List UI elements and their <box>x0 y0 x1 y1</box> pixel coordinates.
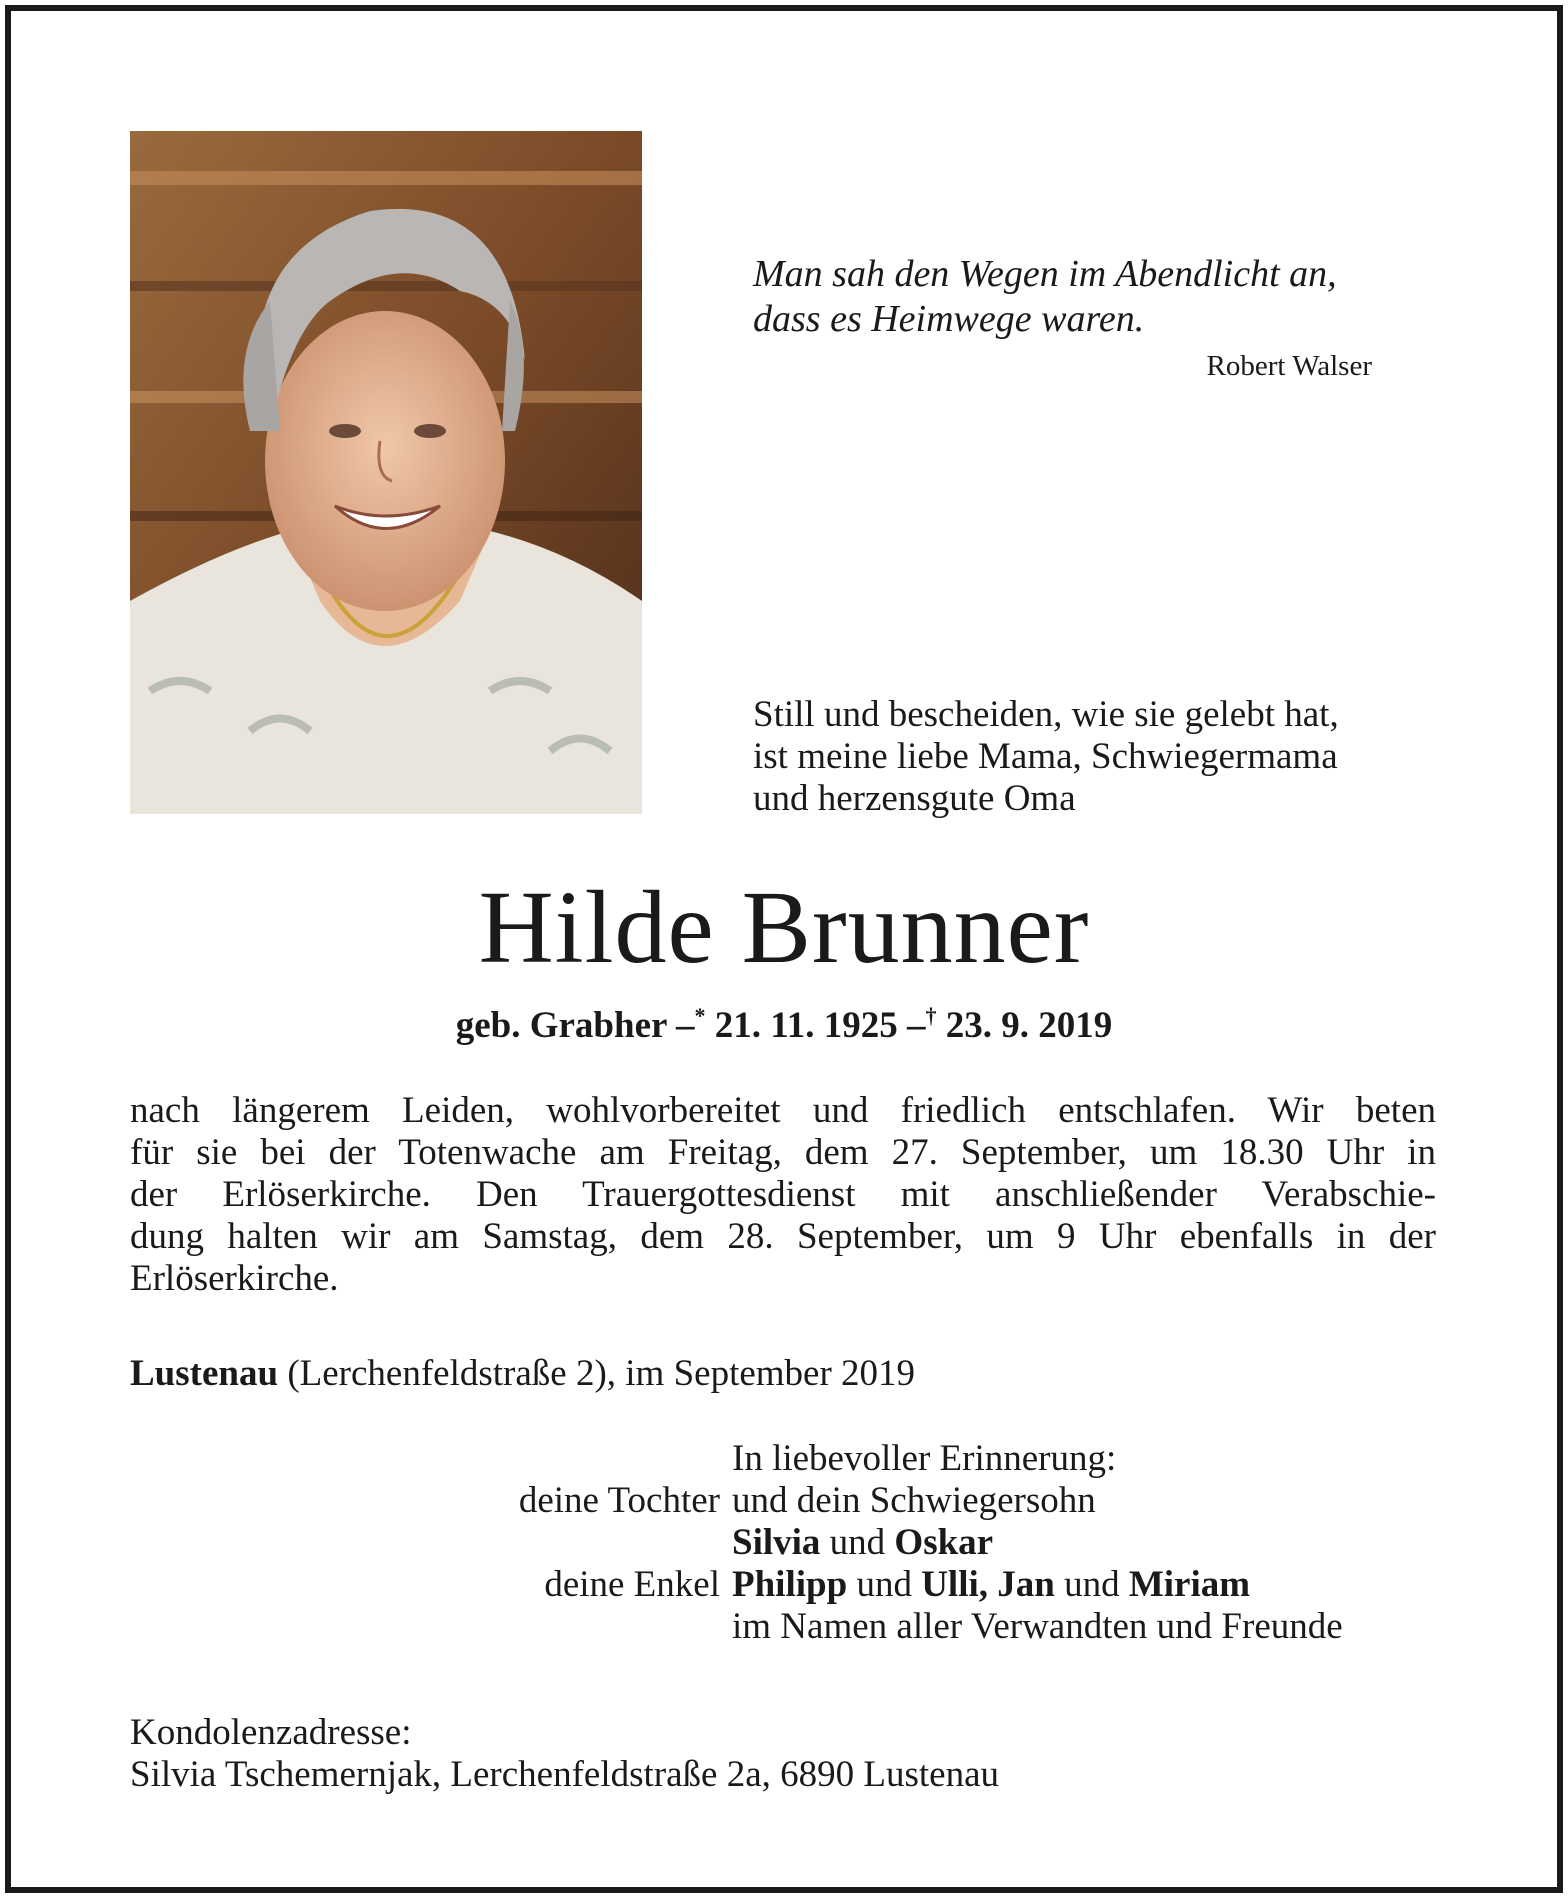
dash: – <box>907 1005 926 1046</box>
name-philipp: Philipp <box>732 1564 848 1605</box>
birth-symbol: * <box>694 1003 706 1028</box>
body-line: dung halten wir am Samstag, dem 28. September, um 9 Uhr ebenfalls in der <box>130 1216 1436 1257</box>
dash: – <box>676 1005 695 1046</box>
portrait-photo <box>130 131 642 814</box>
daughter-names <box>732 1522 993 1564</box>
and-word: und <box>856 1564 912 1605</box>
closing-line: im Namen aller Verwandten und Freunde <box>732 1606 1343 1647</box>
and-word: und <box>1064 1564 1120 1605</box>
family-row-daughter <box>0 1480 1568 1522</box>
name-jan: Jan <box>997 1564 1055 1605</box>
quote-line: dass es Heimwege waren. <box>753 298 1145 340</box>
name-silvia: Silvia <box>732 1522 821 1563</box>
name-miriam: Miriam <box>1128 1564 1251 1605</box>
intro-line: und herzensgute Oma <box>753 778 1076 819</box>
life-dates <box>0 1003 1568 1047</box>
body-line: für sie bei der Totenwache am Freitag, dem 27. September, um 18.30 Uhr in <box>130 1132 1436 1173</box>
quote-line: Man sah den Wegen im Abendlicht an, <box>753 253 1337 295</box>
family-list <box>0 1438 1568 1648</box>
body-line: nach längerem Leiden, wohlvorbereitet und friedlich entschlafen. Wir beten <box>130 1090 1436 1131</box>
death-date: 23. 9. 2019 <box>945 1005 1113 1046</box>
daughter-line: und dein Schwiegersohn <box>732 1480 1096 1521</box>
family-row-grandchildren <box>0 1564 1568 1606</box>
and-word: und <box>829 1522 886 1563</box>
name-ulli: Ulli, <box>921 1564 988 1605</box>
memory-heading: In liebevoller Erinnerung: <box>732 1438 1117 1479</box>
family-heading-row <box>0 1438 1568 1480</box>
birth-date: 21. 11. 1925 <box>714 1005 898 1046</box>
grandchildren-label: deine Enkel <box>544 1564 720 1605</box>
family-row-daughter-names <box>0 1522 1568 1564</box>
intro-line: ist meine liebe Mama, Schwiegermama <box>753 736 1338 777</box>
condolence-address <box>130 1712 999 1796</box>
death-symbol: † <box>925 1003 937 1028</box>
town: Lustenau <box>130 1353 279 1394</box>
body-line: Erlöserkirche. <box>130 1258 339 1299</box>
name-oskar: Oskar <box>894 1522 994 1563</box>
condolence-address-line: Silvia Tschemernjak, Lerchenfeldstraße 2a, 6890 Lustenau <box>130 1754 1000 1795</box>
deceased-name: Hilde Brunner <box>478 870 1090 985</box>
address-date: (Lerchenfeldstraße 2), im September 2019 <box>278 1353 916 1394</box>
quote <box>753 252 1373 342</box>
family-row-closing <box>0 1606 1568 1648</box>
grandchildren-names <box>732 1564 1250 1606</box>
condolence-heading: Kondolenzadresse: <box>130 1712 412 1753</box>
place-date-line <box>130 1352 915 1395</box>
notice-body <box>130 1090 1436 1300</box>
intro-text <box>753 694 1453 820</box>
portrait-photo-icon <box>130 131 642 814</box>
body-line: der Erlöserkirche. Den Trauergottesdienst mit anschließender Verabschie- <box>130 1174 1436 1215</box>
quote-author: Robert Walser <box>1206 350 1372 382</box>
daughter-label: deine Tochter <box>518 1480 720 1521</box>
intro-line: Still und bescheiden, wie sie gelebt hat, <box>753 694 1339 735</box>
birth-name: geb. Grabher <box>455 1005 667 1046</box>
